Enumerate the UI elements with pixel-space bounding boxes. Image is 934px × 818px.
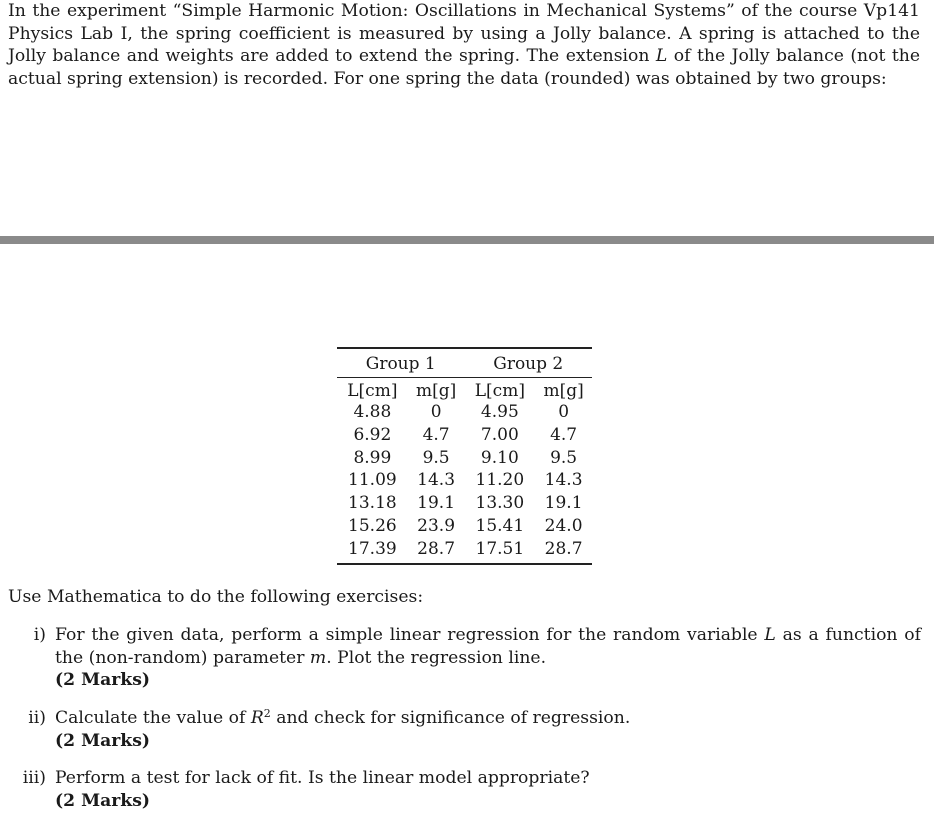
column-header-row xyxy=(337,378,592,402)
table-cell: 8.99 xyxy=(353,447,392,468)
column-header: L[cm] xyxy=(474,381,525,401)
exercise-text: and check for significance of regression. xyxy=(270,708,631,728)
exercise-number: i) xyxy=(33,625,46,645)
exercise-text: Perform a test for lack of fit. Is the linear model appropriate? xyxy=(55,768,590,788)
exercise-marks: (2 Marks) xyxy=(55,790,151,811)
exercise-text: For the given data, perform a simple linear regression for the random variable xyxy=(55,625,765,645)
exercise-body xyxy=(55,767,921,812)
exercise-body xyxy=(55,624,921,692)
intro-paragraph xyxy=(8,0,920,90)
data-table xyxy=(337,347,592,565)
data-table-container xyxy=(337,347,592,565)
table-cell: 17.51 xyxy=(464,538,535,564)
table-cell: 17.39 xyxy=(337,538,408,564)
exercise-text: as a function of the (non-random) parameter xyxy=(55,625,921,668)
table-cell: 0 xyxy=(430,402,442,422)
exercise-text: Calculate the value of xyxy=(55,708,251,728)
table-cell: 24.0 xyxy=(544,515,583,536)
group-header-row xyxy=(337,348,592,378)
table-cell: 15.26 xyxy=(348,515,397,536)
table-cell: 15.41 xyxy=(475,515,525,536)
column-header: m[g] xyxy=(543,381,584,401)
table-cell: 14.3 xyxy=(417,470,456,491)
table-cell: 11.09 xyxy=(348,470,397,491)
intro-variable-L: L xyxy=(655,46,668,67)
table-row xyxy=(337,538,592,564)
table-cell: 4.88 xyxy=(353,402,392,422)
intro-text-1: In the experiment “Simple Harmonic Motion: Oscillations in Mechanical Systems” of the course Vp141 Physics Lab I, the spring coefficient is measured by using a Jolly balance. A spring is attached to the Jolly balance and weights are added to extend the spring. The extension xyxy=(8,1,920,67)
exercise-variable: R xyxy=(250,708,264,728)
exercise-marks: (2 Marks) xyxy=(55,730,151,751)
exercise-body xyxy=(55,707,921,752)
table-row xyxy=(337,469,592,492)
table-cell: 7.00 xyxy=(480,424,519,445)
exercise-superscript: 2 xyxy=(263,707,271,720)
table-row xyxy=(337,401,592,424)
table-cell: 13.18 xyxy=(348,493,397,514)
table-cell: 11.20 xyxy=(475,470,525,491)
exercise-marks: (2 Marks) xyxy=(55,670,151,691)
column-header: m[g] xyxy=(415,381,457,401)
exercises-heading: Use Mathematica to do the following exercises: xyxy=(8,587,424,607)
table-cell: 6.92 xyxy=(353,424,392,445)
exercise-variable: m xyxy=(309,647,327,668)
table-cell: 23.9 xyxy=(417,515,456,536)
table-cell: 28.7 xyxy=(408,538,465,564)
exercise-variable: L xyxy=(764,625,776,645)
table-cell: 28.7 xyxy=(535,538,592,564)
table-row xyxy=(337,424,592,447)
table-cell: 19.1 xyxy=(417,493,456,514)
table-cell: 4.95 xyxy=(480,402,519,422)
table-cell: 14.3 xyxy=(544,470,583,491)
table-row xyxy=(337,447,592,470)
table-row xyxy=(337,492,592,515)
divider-bar xyxy=(0,236,934,244)
exercise-text: . Plot the regression line. xyxy=(326,647,547,668)
group-2-header: Group 2 xyxy=(464,348,592,378)
table-cell: 9.10 xyxy=(480,447,519,468)
group-1-header: Group 1 xyxy=(337,348,464,378)
table-cell: 0 xyxy=(558,402,570,422)
exercise-number: iii) xyxy=(22,768,46,788)
table-row xyxy=(337,515,592,538)
table-cell: 9.5 xyxy=(550,447,578,468)
table-cell: 19.1 xyxy=(544,493,583,514)
exercise-number: ii) xyxy=(28,708,46,728)
intro-text-2: of the Jolly balance (not the actual spring extension) is recorded. For one spring the data (rounded) was obtained by two groups: xyxy=(8,46,920,89)
table-cell: 4.7 xyxy=(422,424,450,445)
column-header: L[cm] xyxy=(347,381,398,401)
table-cell: 13.30 xyxy=(475,493,525,514)
table-cell: 9.5 xyxy=(422,447,450,468)
table-cell: 4.7 xyxy=(550,424,578,445)
